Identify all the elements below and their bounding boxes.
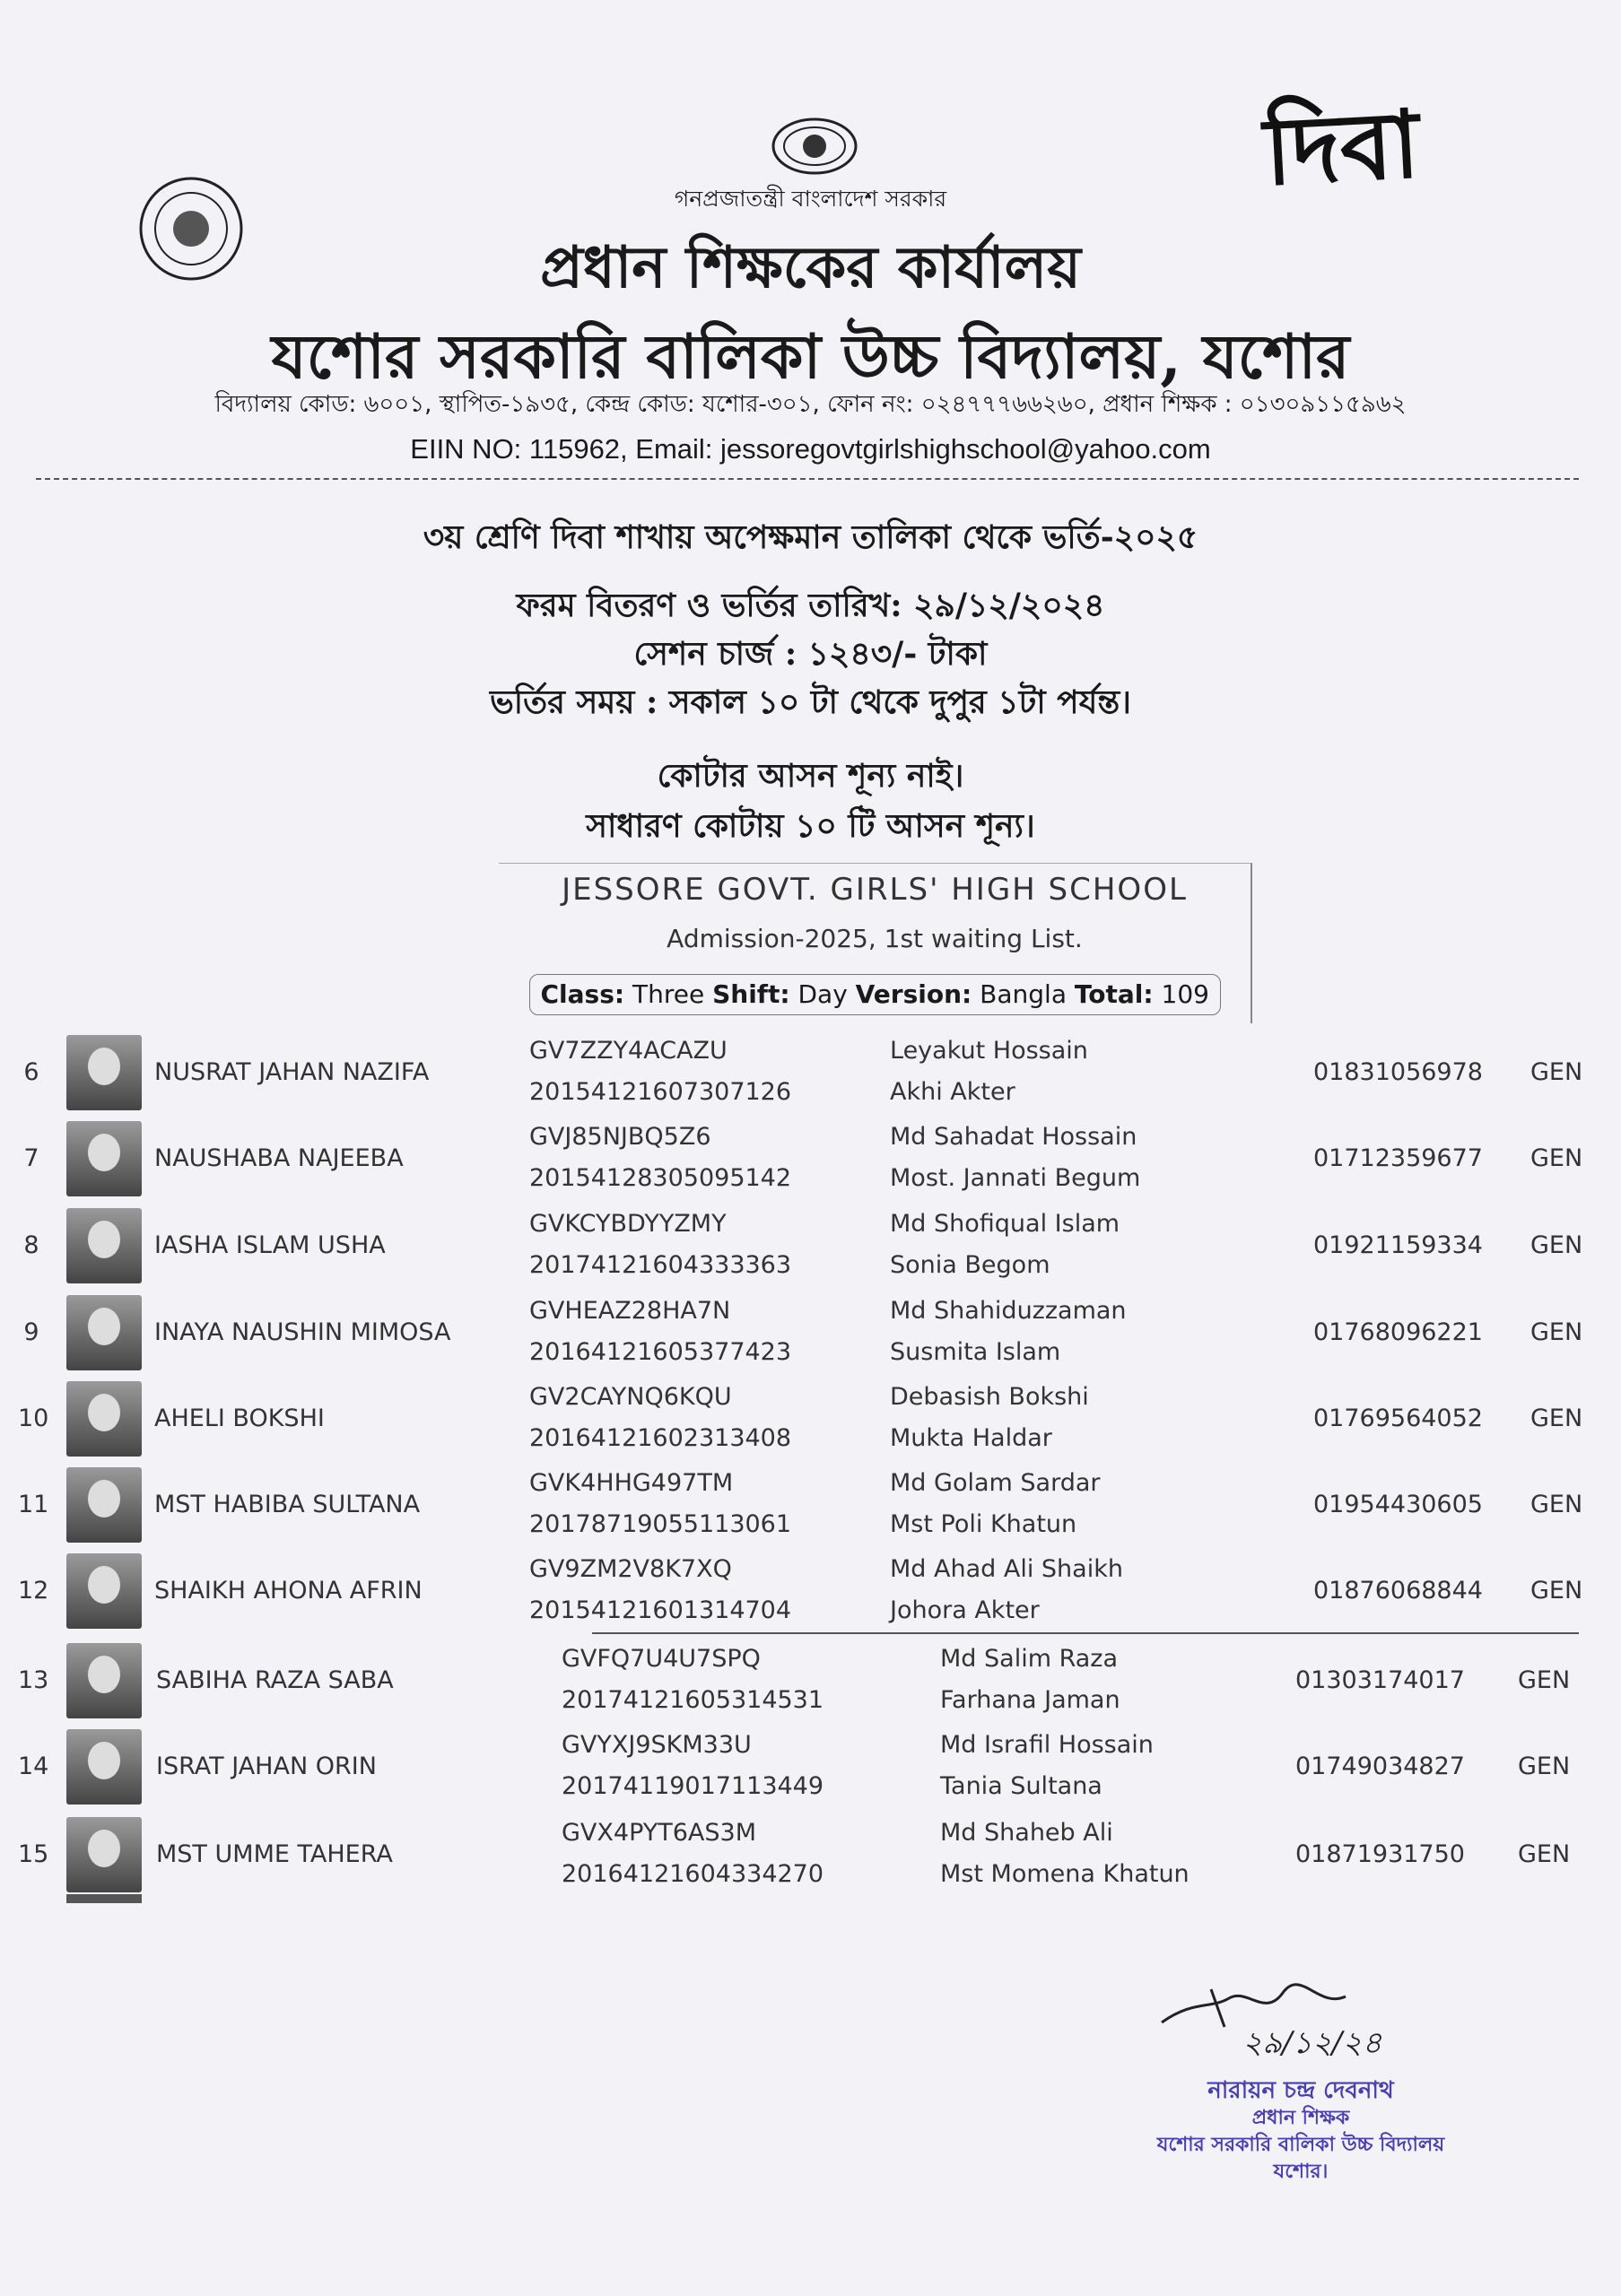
phone-number: 01749034827 [1295, 1752, 1465, 1780]
form-date-line: ফরম বিতরণ ও ভর্তির তারিখ: ২৯/১২/২০২৪ [516, 587, 1105, 624]
phone-number: 01303174017 [1295, 1666, 1465, 1694]
birth-reg-number: 20174119017113449 [562, 1772, 824, 1800]
quota: GEN [1530, 1144, 1583, 1172]
session-charge-line: সেশন চার্জ : ১২৪৩/- টাকা [633, 635, 988, 673]
list-row [0, 1462, 1621, 1548]
student-photo [66, 1643, 142, 1718]
signature-date: ২৯/১২/২৪ [1242, 2025, 1382, 2061]
headmaster-name: নারায়ন চন্দ্র দেবনাথ [1207, 2077, 1394, 2104]
quota: GEN [1530, 1577, 1583, 1605]
student-name: AHELI BOKSHI [154, 1405, 325, 1432]
birth-reg-number: 20174121605314531 [562, 1686, 824, 1714]
quota: GEN [1518, 1666, 1571, 1694]
total-value: 109 [1161, 979, 1209, 1009]
father-name: Md Shofiqual Islam [890, 1210, 1120, 1238]
stamp-school-name: যশোর সরকারি বালিকা উচ্চ বিদ্যালয় [1156, 2133, 1445, 2156]
row-number: 10 [18, 1405, 49, 1432]
quota: GEN [1530, 1231, 1583, 1259]
application-code: GVHEAZ28HA7N [529, 1297, 731, 1325]
student-photo [66, 1381, 142, 1457]
student-name: INAYA NAUSHIN MIMOSA [154, 1318, 451, 1346]
row-number: 15 [18, 1840, 49, 1868]
mother-name: Johora Akter [890, 1596, 1040, 1624]
student-photo [66, 1208, 142, 1283]
list-subtitle: Admission-2025, 1st waiting List. [667, 924, 1083, 953]
father-name: Md Golam Sardar [890, 1469, 1101, 1497]
eiin-email-line: EIIN NO: 115962, Email: jessoregovtgirlshighschool@yahoo.com [410, 433, 1211, 465]
phone-number: 01831056978 [1313, 1058, 1483, 1086]
mother-name: Mst Momena Khatun [940, 1860, 1190, 1888]
list-row [0, 1376, 1621, 1462]
student-photo [66, 1817, 142, 1892]
student-photo [66, 1295, 142, 1370]
version-label: Version: [855, 979, 972, 1009]
student-name: NAUSHABA NAJEEBA [154, 1144, 404, 1172]
student-photo [66, 1035, 142, 1110]
student-photo [66, 1553, 142, 1629]
cut-off-photo [66, 1894, 142, 1903]
government-line: গনপ্রজাতন্ত্রী বাংলাদেশ সরকার [674, 186, 947, 212]
admission-time-line: ভর্তির সময় : সকাল ১০ টা থেকে দুপুর ১টা পর্যন্ত। [489, 683, 1132, 721]
quota-line: কোটার আসন শূন্য নাই। [657, 757, 964, 795]
mother-name: Farhana Jaman [940, 1686, 1120, 1714]
father-name: Md Ahad Ali Shaikh [890, 1555, 1123, 1583]
mother-name: Sonia Begom [890, 1251, 1050, 1279]
father-name: Md Shahiduzzaman [890, 1297, 1127, 1325]
school-info-line: বিদ্যালয় কোড: ৬০০১, স্থাপিত-১৯৩৫, কেন্দ্র কোড: যশোর-৩০১, ফোন নং: ০২৪৭৭৭৬৬২৬০, প্রধান শিক্ষক : ০১৩০৯১১৫৯৬২ [214, 391, 1407, 418]
phone-number: 01954430605 [1313, 1491, 1483, 1518]
notice-title: ৩য় শ্রেণি দিবা শাখায় অপেক্ষমান তালিকা থেকে ভর্তি-২০২৫ [423, 518, 1198, 556]
row-number: 13 [18, 1666, 49, 1694]
stamp-city: যশোর। [1273, 2160, 1329, 2183]
row-number: 14 [18, 1752, 49, 1780]
father-name: Md Israfil Hossain [940, 1731, 1154, 1759]
application-code: GVFQ7U4U7SPQ [562, 1645, 761, 1673]
row-number: 12 [18, 1577, 49, 1605]
row-number: 8 [23, 1231, 39, 1259]
father-name: Debasish Bokshi [890, 1383, 1089, 1411]
quota: GEN [1518, 1752, 1571, 1780]
list-school-name: JESSORE GOVT. GIRLS' HIGH SCHOOL [562, 872, 1188, 908]
birth-reg-number: 20164121605377423 [529, 1338, 792, 1366]
list-row [0, 1724, 1621, 1810]
quota: GEN [1530, 1318, 1583, 1346]
list-row [0, 1030, 1621, 1116]
phone-number: 01871931750 [1295, 1840, 1465, 1868]
quota: GEN [1518, 1840, 1571, 1868]
total-label: Total: [1074, 979, 1154, 1009]
list-row [0, 1203, 1621, 1289]
student-photo [66, 1729, 142, 1805]
shift-value: Day [797, 979, 848, 1009]
list-row [0, 1638, 1621, 1724]
application-code: GV9ZM2V8K7XQ [529, 1555, 732, 1583]
phone-number: 01769564052 [1313, 1405, 1483, 1432]
birth-reg-number: 20178719055113061 [529, 1510, 792, 1538]
row-number: 7 [23, 1144, 39, 1172]
application-code: GVK4HHG497TM [529, 1469, 734, 1497]
class-info-pill [529, 974, 1221, 1015]
general-quota-line: সাধারণ কোটায় ১০ টি আসন শূন্য। [586, 807, 1035, 845]
page-join-line [592, 1632, 1579, 1634]
mother-name: Tania Sultana [940, 1772, 1102, 1800]
student-photo [66, 1121, 142, 1196]
list-row [0, 1290, 1621, 1376]
office-title: প্রধান শিক্ষকের কার্যালয় [540, 234, 1081, 301]
student-name: SABIHA RAZA SABA [156, 1666, 394, 1694]
class-value: Three [632, 979, 705, 1009]
father-name: Md Shaheb Ali [940, 1819, 1113, 1847]
student-name: NUSRAT JAHAN NAZIFA [154, 1058, 430, 1086]
application-code: GVKCYBDYYZMY [529, 1210, 727, 1238]
quota: GEN [1530, 1405, 1583, 1432]
student-name: MST UMME TAHERA [156, 1840, 393, 1868]
phone-number: 01876068844 [1313, 1577, 1483, 1605]
father-name: Md Sahadat Hossain [890, 1123, 1137, 1151]
mother-name: Most. Jannati Begum [890, 1164, 1141, 1192]
mother-name: Mukta Haldar [890, 1424, 1052, 1452]
handwritten-shift-mark: দিবা [1261, 88, 1423, 207]
quota: GEN [1530, 1491, 1583, 1518]
father-name: Md Salim Raza [940, 1645, 1119, 1673]
list-row [0, 1548, 1621, 1634]
row-number: 9 [23, 1318, 39, 1346]
list-row [0, 1812, 1621, 1898]
government-emblem-icon [770, 117, 859, 176]
row-number: 11 [18, 1491, 49, 1518]
student-name: SHAIKH AHONA AFRIN [154, 1577, 423, 1605]
birth-reg-number: 20154121601314704 [529, 1596, 792, 1624]
student-name: ISRAT JAHAN ORIN [156, 1752, 377, 1780]
quota: GEN [1530, 1058, 1583, 1086]
application-code: GVX4PYT6AS3M [562, 1819, 757, 1847]
phone-number: 01921159334 [1313, 1231, 1483, 1259]
student-name: MST HABIBA SULTANA [154, 1491, 421, 1518]
application-code: GVJ85NJBQ5Z6 [529, 1123, 711, 1151]
student-photo [66, 1467, 142, 1543]
class-label: Class: [540, 979, 625, 1009]
shift-label: Shift: [712, 979, 790, 1009]
header-divider [36, 478, 1579, 480]
mother-name: Susmita Islam [890, 1338, 1061, 1366]
father-name: Leyakut Hossain [890, 1037, 1088, 1065]
birth-reg-number: 20164121604334270 [562, 1860, 824, 1888]
birth-reg-number: 20174121604333363 [529, 1251, 792, 1279]
application-code: GVYXJ9SKM33U [562, 1731, 752, 1759]
school-title: যশোর সরকারি বালিকা উচ্চ বিদ্যালয়, যশোর [271, 321, 1350, 393]
birth-reg-number: 20154128305095142 [529, 1164, 792, 1192]
mother-name: Mst Poli Khatun [890, 1510, 1077, 1538]
phone-number: 01768096221 [1313, 1318, 1483, 1346]
birth-reg-number: 20164121602313408 [529, 1424, 792, 1452]
list-row [0, 1116, 1621, 1202]
headmaster-designation: প্রধান শিক্ষক [1251, 2106, 1350, 2129]
row-number: 6 [23, 1058, 39, 1086]
version-value: Bangla [980, 979, 1067, 1009]
birth-reg-number: 20154121607307126 [529, 1078, 792, 1106]
mother-name: Akhi Akter [890, 1078, 1015, 1106]
phone-number: 01712359677 [1313, 1144, 1483, 1172]
student-name: IASHA ISLAM USHA [154, 1231, 386, 1259]
application-code: GV2CAYNQ6KQU [529, 1383, 732, 1411]
application-code: GV7ZZY4ACAZU [529, 1037, 728, 1065]
